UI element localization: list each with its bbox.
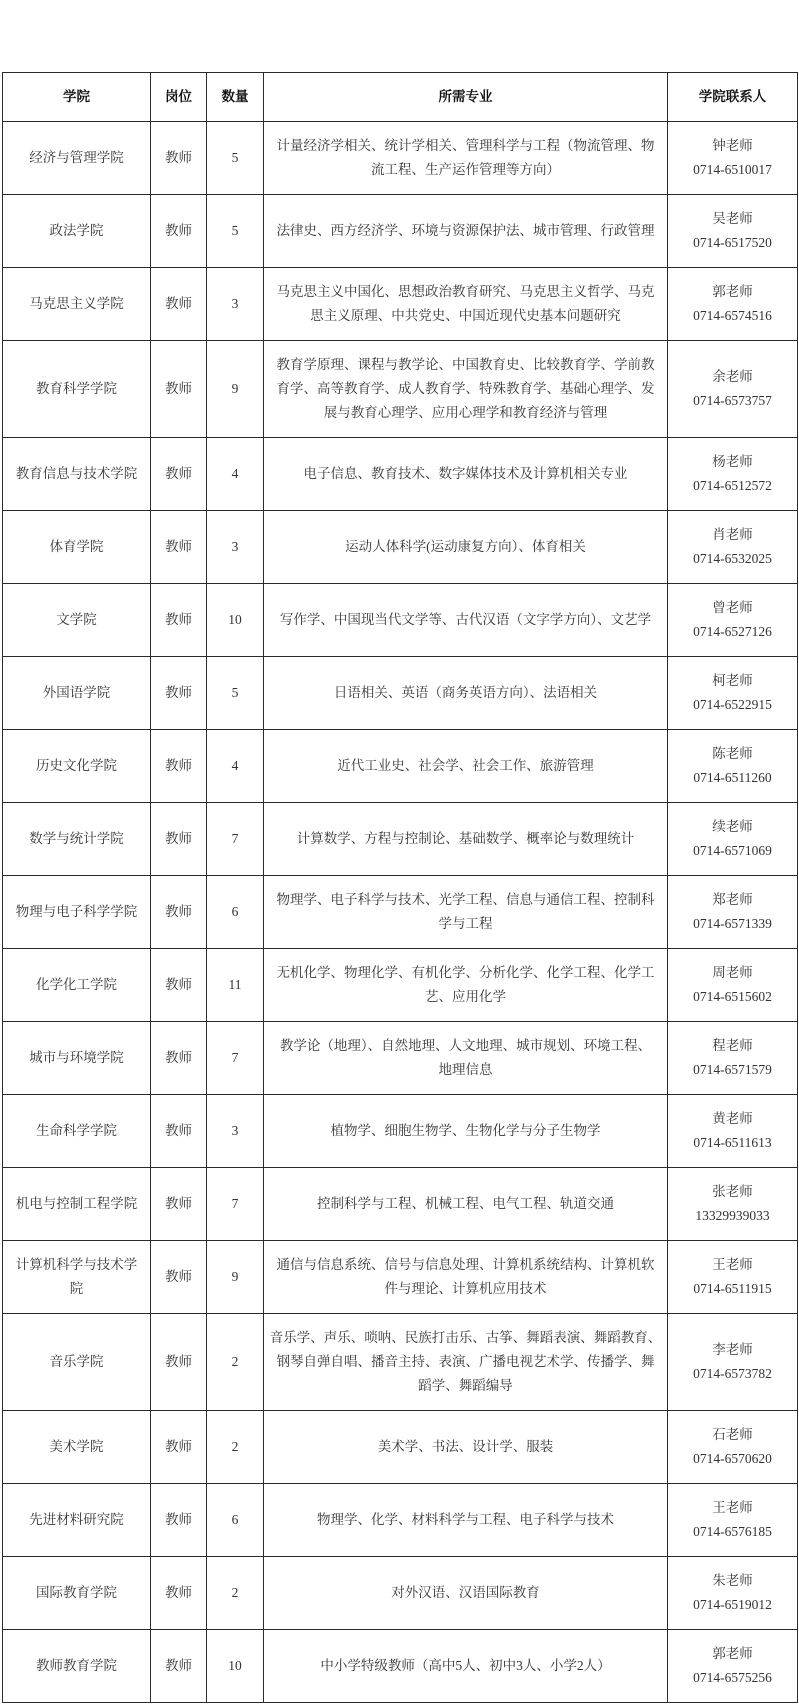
header-row [3, 73, 798, 122]
contact-name: 石老师 [712, 1427, 753, 1442]
position-cell: 教师 [151, 511, 207, 584]
position-cell: 教师 [151, 803, 207, 876]
majors-line: 流工程、生产运作管理等方向） [371, 162, 560, 177]
majors-line: 计量经济学相关、统计学相关、管理科学与工程（物流管理、物 [276, 138, 655, 153]
college-cell: 数学与统计学院 [3, 803, 151, 876]
majors-line: 物理学、电子科学与技术、光学工程、信息与通信工程、控制科 [276, 892, 655, 907]
college-cell: 生命科学学院 [3, 1095, 151, 1168]
majors-line: 写作学、中国现当代文学等、古代汉语（文字学方向）、文艺学 [279, 612, 652, 627]
count-cell: 6 [207, 1484, 264, 1557]
position-cell: 教师 [151, 657, 207, 730]
contact-cell [668, 1411, 798, 1484]
majors-line: 中小学特级教师（高中5人、初中3人、小学2人） [320, 1658, 611, 1673]
college-cell: 国际教育学院 [3, 1557, 151, 1630]
contact-cell [668, 584, 798, 657]
header-contact: 学院联系人 [668, 73, 798, 122]
contact-name: 黄老师 [712, 1111, 753, 1126]
contact-name: 续老师 [712, 819, 753, 834]
contact-cell [668, 1241, 798, 1314]
contact-cell [668, 195, 798, 268]
table-row [3, 1630, 798, 1703]
majors-cell [264, 1484, 668, 1557]
position-cell: 教师 [151, 268, 207, 341]
college-cell: 教师教育学院 [3, 1630, 151, 1703]
college-cell: 体育学院 [3, 511, 151, 584]
college-cell: 文学院 [3, 584, 151, 657]
contact-name: 杨老师 [712, 454, 753, 469]
majors-cell [264, 949, 668, 1022]
contact-name: 吴老师 [712, 211, 753, 226]
majors-line: 艺、应用化学 [425, 989, 506, 1004]
count-cell: 3 [207, 1095, 264, 1168]
contact-name: 郭老师 [712, 1646, 753, 1661]
majors-line: 钢琴自弹自唱、播音主持、表演、广播电视艺术学、传播学、舞 [276, 1354, 655, 1369]
count-cell: 4 [207, 730, 264, 803]
count-cell: 2 [207, 1557, 264, 1630]
count-cell: 7 [207, 1022, 264, 1095]
contact-phone: 0714-6576185 [693, 1524, 772, 1539]
contact-phone: 13329939033 [695, 1208, 770, 1223]
contact-phone: 0714-6532025 [693, 551, 772, 566]
position-cell: 教师 [151, 438, 207, 511]
table-row [3, 341, 798, 438]
table-header [3, 73, 798, 122]
position-cell: 教师 [151, 1630, 207, 1703]
count-cell: 3 [207, 511, 264, 584]
table-row [3, 1557, 798, 1630]
recruitment-table [2, 72, 798, 1703]
college-cell: 经济与管理学院 [3, 122, 151, 195]
count-cell: 11 [207, 949, 264, 1022]
contact-phone: 0714-6522915 [693, 697, 772, 712]
position-cell: 教师 [151, 1168, 207, 1241]
contact-cell [668, 803, 798, 876]
contact-phone: 0714-6573757 [693, 393, 772, 408]
table-row [3, 1484, 798, 1557]
majors-line: 展与教育心理学、应用心理学和教育经济与管理 [323, 405, 608, 420]
position-cell: 教师 [151, 730, 207, 803]
table-row [3, 1168, 798, 1241]
count-cell: 5 [207, 195, 264, 268]
majors-cell [264, 657, 668, 730]
majors-cell [264, 1557, 668, 1630]
table-body [3, 122, 798, 1703]
count-cell: 7 [207, 1168, 264, 1241]
contact-name: 余老师 [712, 369, 753, 384]
majors-line: 电子信息、教育技术、数字媒体技术及计算机相关专业 [303, 466, 628, 481]
table-row [3, 438, 798, 511]
contact-phone: 0714-6511915 [693, 1281, 772, 1296]
contact-cell [668, 1557, 798, 1630]
majors-cell [264, 730, 668, 803]
count-cell: 10 [207, 1630, 264, 1703]
majors-line: 马克思主义中国化、思想政治教育研究、马克思主义哲学、马克 [276, 284, 655, 299]
contact-name: 王老师 [712, 1257, 753, 1272]
majors-line: 对外汉语、汉语国际教育 [391, 1585, 540, 1600]
majors-line: 音乐学、声乐、唢呐、民族打击乐、古筝、舞蹈表演、舞蹈教育、 [269, 1330, 662, 1345]
majors-line: 件与理论、计算机应用技术 [384, 1281, 547, 1296]
count-cell: 10 [207, 584, 264, 657]
college-cell: 机电与控制工程学院 [3, 1168, 151, 1241]
majors-line: 法律史、西方经济学、环境与资源保护法、城市管理、行政管理 [276, 223, 655, 238]
table-row [3, 730, 798, 803]
majors-line: 植物学、细胞生物学、生物化学与分子生物学 [330, 1123, 601, 1138]
table-row [3, 122, 798, 195]
table-row [3, 1314, 798, 1411]
position-cell: 教师 [151, 1557, 207, 1630]
majors-cell [264, 1241, 668, 1314]
position-cell: 教师 [151, 1411, 207, 1484]
college-cell: 马克思主义学院 [3, 268, 151, 341]
contact-phone: 0714-6527126 [693, 624, 772, 639]
position-cell: 教师 [151, 876, 207, 949]
majors-line: 美术学、书法、设计学、服装 [377, 1439, 554, 1454]
contact-name: 郭老师 [712, 284, 753, 299]
contact-name: 柯老师 [712, 673, 753, 688]
majors-cell [264, 876, 668, 949]
position-cell: 教师 [151, 1241, 207, 1314]
position-cell: 教师 [151, 122, 207, 195]
table-row [3, 657, 798, 730]
contact-cell [668, 657, 798, 730]
count-cell: 6 [207, 876, 264, 949]
header-count: 数量 [207, 73, 264, 122]
table-row [3, 1095, 798, 1168]
header-majors: 所需专业 [264, 73, 668, 122]
contact-phone: 0714-6511260 [693, 770, 772, 785]
college-cell: 城市与环境学院 [3, 1022, 151, 1095]
contact-phone: 0714-6571069 [693, 843, 772, 858]
college-cell: 外国语学院 [3, 657, 151, 730]
contact-name: 王老师 [712, 1500, 753, 1515]
contact-cell [668, 122, 798, 195]
contact-phone: 0714-6571339 [693, 916, 772, 931]
contact-cell [668, 1095, 798, 1168]
table-row [3, 1241, 798, 1314]
majors-cell [264, 268, 668, 341]
contact-cell [668, 438, 798, 511]
majors-cell [264, 1168, 668, 1241]
contact-phone: 0714-6510017 [693, 162, 772, 177]
majors-line: 控制科学与工程、机械工程、电气工程、轨道交通 [317, 1196, 614, 1211]
contact-phone: 0714-6519012 [693, 1597, 772, 1612]
contact-phone: 0714-6517520 [693, 235, 772, 250]
position-cell: 教师 [151, 1095, 207, 1168]
college-cell: 教育科学学院 [3, 341, 151, 438]
majors-cell [264, 438, 668, 511]
table-row [3, 511, 798, 584]
majors-line: 物理学、化学、材料科学与工程、电子科学与技术 [317, 1512, 614, 1527]
majors-line: 思主义原理、中共党史、中国近现代史基本问题研究 [310, 308, 621, 323]
count-cell: 7 [207, 803, 264, 876]
table-row [3, 803, 798, 876]
majors-cell [264, 195, 668, 268]
count-cell: 9 [207, 1241, 264, 1314]
majors-cell [264, 1022, 668, 1095]
majors-line: 地理信息 [438, 1062, 493, 1077]
majors-line: 育学、高等教育学、成人教育学、特殊教育学、基础心理学、发 [276, 381, 655, 396]
contact-cell [668, 1168, 798, 1241]
table-row [3, 1411, 798, 1484]
contact-phone: 0714-6571579 [693, 1062, 772, 1077]
contact-name: 曾老师 [712, 600, 753, 615]
count-cell: 2 [207, 1411, 264, 1484]
header-college: 学院 [3, 73, 151, 122]
majors-line: 蹈学、舞蹈编导 [418, 1378, 513, 1393]
majors-line: 计算数学、方程与控制论、基础数学、概率论与数理统计 [296, 831, 635, 846]
contact-cell [668, 341, 798, 438]
contact-phone: 0714-6574516 [693, 308, 772, 323]
table-row [3, 584, 798, 657]
majors-line: 无机化学、物理化学、有机化学、分析化学、化学工程、化学工 [276, 965, 655, 980]
contact-cell [668, 511, 798, 584]
table-row [3, 876, 798, 949]
contact-cell [668, 730, 798, 803]
majors-line: 运动人体科学(运动康复方向）、体育相关 [345, 539, 586, 554]
position-cell: 教师 [151, 949, 207, 1022]
contact-cell [668, 1484, 798, 1557]
contact-name: 张老师 [712, 1184, 753, 1199]
contact-phone: 0714-6511613 [693, 1135, 772, 1150]
majors-cell [264, 803, 668, 876]
contact-name: 陈老师 [712, 746, 753, 761]
contact-name: 朱老师 [712, 1573, 753, 1588]
majors-line: 日语相关、英语（商务英语方向）、法语相关 [333, 685, 598, 700]
college-cell: 先进材料研究院 [3, 1484, 151, 1557]
contact-cell [668, 1630, 798, 1703]
majors-cell [264, 584, 668, 657]
college-cell: 音乐学院 [3, 1314, 151, 1411]
college-cell: 教育信息与技术学院 [3, 438, 151, 511]
majors-line: 近代工业史、社会学、社会工作、旅游管理 [337, 758, 594, 773]
count-cell: 2 [207, 1314, 264, 1411]
contact-name: 郑老师 [712, 892, 753, 907]
position-cell: 教师 [151, 1022, 207, 1095]
majors-cell [264, 122, 668, 195]
majors-line: 学与工程 [438, 916, 493, 931]
college-cell: 物理与电子科学学院 [3, 876, 151, 949]
majors-cell [264, 1095, 668, 1168]
contact-name: 李老师 [712, 1342, 753, 1357]
majors-line: 教学论（地理）、自然地理、人文地理、城市规划、环境工程、 [279, 1038, 652, 1053]
count-cell: 5 [207, 657, 264, 730]
contact-phone: 0714-6512572 [693, 478, 772, 493]
contact-name: 程老师 [712, 1038, 753, 1053]
count-cell: 4 [207, 438, 264, 511]
majors-cell [264, 1314, 668, 1411]
contact-cell [668, 1314, 798, 1411]
table-row [3, 195, 798, 268]
count-cell: 9 [207, 341, 264, 438]
contact-phone: 0714-6573782 [693, 1366, 772, 1381]
contact-cell [668, 1022, 798, 1095]
contact-name: 钟老师 [712, 138, 753, 153]
position-cell: 教师 [151, 1314, 207, 1411]
majors-cell [264, 341, 668, 438]
majors-line: 教育学原理、课程与教学论、中国教育史、比较教育学、学前教 [276, 357, 655, 372]
header-position: 岗位 [151, 73, 207, 122]
contact-cell [668, 949, 798, 1022]
college-cell: 化学化工学院 [3, 949, 151, 1022]
position-cell: 教师 [151, 584, 207, 657]
contact-cell [668, 268, 798, 341]
contact-name: 肖老师 [712, 527, 753, 542]
majors-cell [264, 1630, 668, 1703]
contact-phone: 0714-6515602 [693, 989, 772, 1004]
contact-phone: 0714-6570620 [693, 1451, 772, 1466]
contact-phone: 0714-6575256 [693, 1670, 772, 1685]
position-cell: 教师 [151, 341, 207, 438]
table-row [3, 268, 798, 341]
contact-name: 周老师 [712, 965, 753, 980]
college-cell: 政法学院 [3, 195, 151, 268]
table-row [3, 949, 798, 1022]
count-cell: 5 [207, 122, 264, 195]
count-cell: 3 [207, 268, 264, 341]
college-cell: 美术学院 [3, 1411, 151, 1484]
college-cell: 计算机科学与技术学院 [3, 1241, 151, 1314]
college-cell: 历史文化学院 [3, 730, 151, 803]
majors-line: 通信与信息系统、信号与信息处理、计算机系统结构、计算机软 [276, 1257, 655, 1272]
majors-cell [264, 1411, 668, 1484]
contact-cell [668, 876, 798, 949]
position-cell: 教师 [151, 195, 207, 268]
position-cell: 教师 [151, 1484, 207, 1557]
table-row [3, 1022, 798, 1095]
majors-cell [264, 511, 668, 584]
